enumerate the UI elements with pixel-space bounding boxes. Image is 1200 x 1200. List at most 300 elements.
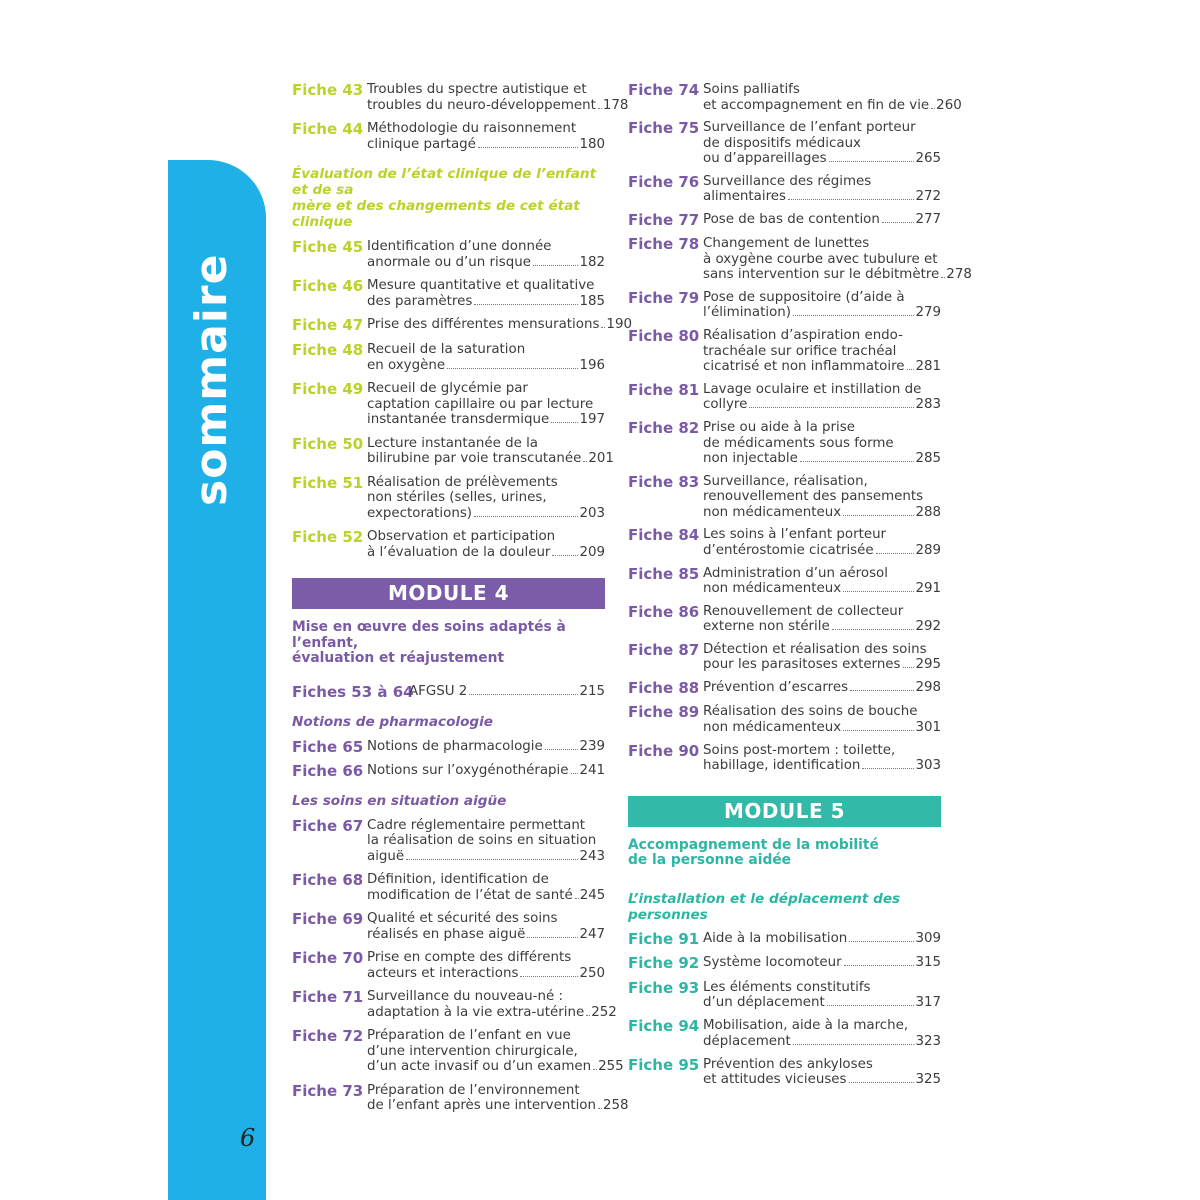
toc-entry[interactable] <box>628 980 941 1011</box>
entry-title-line: trachéale sur orifice trachéal <box>703 343 897 359</box>
entry-title-line: Préparation de l’environnement <box>367 1082 580 1098</box>
fiche-number: Fiche 77 <box>628 211 700 230</box>
toc-entry[interactable] <box>628 81 962 113</box>
page-ref: 180 <box>579 136 605 152</box>
fiche-number: Fiche 49 <box>292 380 364 398</box>
fiche-number: Fiche 79 <box>628 288 700 307</box>
page-ref: 315 <box>915 955 941 970</box>
fiche-number: Fiche 87 <box>628 640 700 659</box>
page-ref: 303 <box>915 758 941 773</box>
toc-entry[interactable] <box>292 434 614 467</box>
dot-leader <box>583 461 587 462</box>
fiche-number: Fiche 46 <box>292 277 364 295</box>
entry-title-last-line <box>703 451 941 467</box>
page-ref: 245 <box>579 887 606 903</box>
entry-title-last-line <box>703 995 941 1011</box>
entry-title-last-line <box>703 680 941 696</box>
toc-group <box>292 739 605 780</box>
entry-title <box>367 989 617 1020</box>
entry-title-line: Cadre réglementaire permettant <box>367 817 586 833</box>
entry-title-last-line <box>703 581 941 597</box>
entry-title <box>703 328 941 375</box>
entry-title-text: Notions sur l’oxygénothérapie <box>367 762 569 778</box>
entry-title <box>367 239 605 270</box>
entry-title-line: Prévention des ankyloses <box>703 1056 873 1072</box>
page-ref: 281 <box>915 359 941 375</box>
entry-title-line: Recueil de glycémie par <box>367 381 528 396</box>
dot-leader <box>843 591 914 592</box>
entry-title-last-line <box>703 505 941 521</box>
entry-title <box>703 382 941 413</box>
entry-title <box>367 763 605 779</box>
page-ref: 277 <box>915 212 941 228</box>
dot-leader <box>793 1044 915 1045</box>
fiche-number: Fiche 84 <box>628 526 700 545</box>
page-ref: 295 <box>915 657 941 673</box>
dot-leader <box>586 1015 590 1016</box>
toc-entry[interactable] <box>292 529 605 560</box>
entry-title-line: Surveillance du nouveau-né : <box>367 989 563 1004</box>
page-ref: 215 <box>579 683 605 699</box>
toc-entry[interactable] <box>292 911 605 942</box>
entry-title-last-line <box>367 358 605 374</box>
toc-entry[interactable] <box>628 174 941 205</box>
entry-title-line: Soins post-mortem : toilette, <box>703 742 896 758</box>
dot-leader <box>843 730 914 731</box>
toc-entry[interactable] <box>292 950 605 981</box>
entry-title <box>703 604 941 635</box>
toc-entry[interactable] <box>628 1018 941 1049</box>
fiche-number: Fiche 85 <box>628 564 700 583</box>
entry-title-line: Les éléments constitutifs <box>703 979 871 995</box>
toc-entry[interactable] <box>292 81 629 113</box>
page-ref: 247 <box>579 926 605 942</box>
entry-title <box>703 290 941 321</box>
entry-title-line: Renouvellement de collecteur <box>703 603 904 619</box>
entry-title-text: Système locomoteur <box>703 955 842 970</box>
entry-title-last-line <box>703 98 962 114</box>
fiche-number: Fiche 80 <box>628 327 700 346</box>
toc-group <box>628 81 972 774</box>
dot-leader <box>552 555 578 556</box>
page-ref: 288 <box>915 504 941 520</box>
entry-title-last-line <box>367 763 605 779</box>
entry-title-last-line <box>367 506 605 522</box>
dot-leader <box>850 690 914 691</box>
entry-title <box>367 278 605 309</box>
dot-leader <box>832 629 915 630</box>
entry-title-last-line <box>367 137 605 153</box>
entry-title-last-line <box>703 543 941 559</box>
fiche-number: Fiche 90 <box>628 741 700 760</box>
entry-title-line: Mesure quantitative et qualitative <box>367 278 595 293</box>
entry-title <box>367 529 605 560</box>
page-ref: 252 <box>591 1004 617 1020</box>
fiche-number: Fiche 66 <box>292 761 364 780</box>
page-ref: 289 <box>915 542 941 558</box>
entry-title-line: Changement de lunettes <box>703 236 870 252</box>
entry-title-line: Administration d’un aérosol <box>703 565 888 581</box>
dot-leader <box>406 859 578 860</box>
entry-title-text: réalisés en phase aiguë <box>367 926 526 942</box>
entry-title-line: Recueil de la saturation <box>367 342 526 357</box>
dot-leader <box>469 694 578 695</box>
entry-title <box>703 680 941 696</box>
fiche-number: Fiche 65 <box>292 737 364 756</box>
fiche-number: Fiche 71 <box>292 988 364 1006</box>
entry-title <box>703 642 941 673</box>
toc-group <box>292 81 629 152</box>
entry-title <box>703 527 941 558</box>
toc-entry[interactable] <box>628 955 941 972</box>
entry-title-line: renouvellement des pansements <box>703 489 924 505</box>
fiche-number: Fiche 48 <box>292 341 364 359</box>
page-ref: 182 <box>579 254 605 270</box>
page-ref: 243 <box>579 848 605 864</box>
entry-title-line: à oxygène courbe avec tubulure et <box>703 251 938 267</box>
fiche-number: Fiche 93 <box>628 978 700 997</box>
entry-title-text: non médicamenteux <box>703 719 842 735</box>
entry-title-last-line <box>367 1005 617 1021</box>
entry-title <box>703 743 941 774</box>
dot-leader <box>931 108 935 109</box>
toc-entry[interactable] <box>628 420 941 467</box>
dot-leader <box>575 898 579 899</box>
entry-title-text: de l’enfant après une intervention <box>367 1098 596 1113</box>
section-title-pharmacologie: Notions de pharmacologie <box>292 713 494 730</box>
entry-title-last-line <box>703 267 972 283</box>
page-ref: 178 <box>602 97 629 113</box>
fiche-number: Fiche 86 <box>628 602 700 621</box>
entry-title-text: Notions de pharmacologie <box>367 738 543 754</box>
entry-title-text: expectorations) <box>367 505 473 521</box>
toc-entry[interactable] <box>628 212 941 229</box>
entry-title-text: non médicamenteux <box>703 504 842 520</box>
entry-title-text: ou d’appareillages <box>703 151 827 167</box>
entry-title-text: alimentaires <box>703 189 787 205</box>
entry-title-last-line <box>703 657 941 673</box>
fiche-number: Fiche 82 <box>628 419 700 437</box>
toc-group <box>292 684 605 701</box>
entry-title-last-line <box>703 151 941 167</box>
dot-leader <box>800 461 915 462</box>
entry-title-text: des paramètres <box>367 293 473 309</box>
fiche-number: Fiche 92 <box>628 954 700 972</box>
fiche-number: Fiche 47 <box>292 316 364 334</box>
entry-title-text: pour les parasitoses externes <box>703 657 901 673</box>
dot-leader <box>601 327 605 328</box>
entry-title <box>703 82 962 113</box>
entry-title <box>367 121 605 152</box>
toc-entry[interactable] <box>628 931 941 948</box>
entry-title-line: Les soins à l’enfant porteur <box>703 527 887 543</box>
entry-title <box>703 955 941 971</box>
module-4-subtitle: Mise en œuvre des soins adaptés à l’enfant, évaluation et réajustement <box>292 619 566 666</box>
entry-title-last-line <box>703 397 941 413</box>
module-5-subtitle: Accompagnement de la mobilité de la personne aidée <box>628 836 879 868</box>
toc-entry[interactable] <box>628 566 941 597</box>
toc-entry[interactable] <box>292 1081 629 1114</box>
entry-title-line: non stériles (selles, urines, <box>367 490 547 505</box>
page-ref: 279 <box>915 305 941 321</box>
dot-leader <box>941 277 945 278</box>
toc-entry[interactable] <box>628 382 941 413</box>
page-ref: 209 <box>579 544 605 560</box>
entry-title-text: anormale ou d’un risque <box>367 254 531 270</box>
entry-title-last-line <box>367 927 605 943</box>
entry-title-line: Soins palliatifs <box>703 82 800 97</box>
entry-title-last-line <box>703 931 941 947</box>
page-ref: 272 <box>915 189 941 205</box>
fiche-number: Fiche 78 <box>628 235 700 254</box>
toc-entry[interactable] <box>292 1027 624 1075</box>
entry-title-last-line <box>367 255 605 271</box>
dot-leader <box>533 265 578 266</box>
entry-title-last-line <box>703 720 941 736</box>
dot-leader <box>551 422 578 423</box>
toc-entry[interactable] <box>628 743 941 774</box>
dot-leader <box>749 407 914 408</box>
entry-title-line: Mobilisation, aide à la marche, <box>703 1018 909 1033</box>
entry-title-last-line <box>367 451 614 467</box>
entry-title-last-line <box>703 955 941 971</box>
entry-title <box>703 420 941 467</box>
fiche-number: Fiche 67 <box>292 816 364 835</box>
entry-title <box>703 236 972 283</box>
page-ref: 258 <box>602 1098 629 1113</box>
entry-title <box>703 566 941 597</box>
dot-leader <box>903 667 915 668</box>
entry-title-text: troubles du neuro-développement <box>367 97 596 113</box>
page-ref: 298 <box>915 680 941 696</box>
entry-title-text: acteurs et interactions <box>367 965 519 981</box>
entry-title-last-line <box>367 545 605 561</box>
fiche-number: Fiche 72 <box>292 1027 364 1045</box>
dot-leader <box>862 768 914 769</box>
entry-title-line: Réalisation d’aspiration endo- <box>703 328 903 344</box>
page-ref: 197 <box>579 412 605 427</box>
toc-entry[interactable] <box>628 474 941 521</box>
fiche-number: Fiche 50 <box>292 434 364 453</box>
page-ref: 190 <box>606 317 632 332</box>
entry-title-line: Lecture instantanée de la <box>367 435 538 451</box>
toc-column-left <box>292 81 632 1114</box>
dot-leader <box>849 941 914 942</box>
dot-leader <box>447 368 578 369</box>
entry-title-line: Prise ou aide à la prise <box>703 420 855 435</box>
entry-title-line: Observation et participation <box>367 529 556 544</box>
toc-column-right <box>628 81 972 1088</box>
toc-entry[interactable] <box>628 642 941 673</box>
entry-title-text: et accompagnement en fin de vie <box>703 97 930 113</box>
entry-title <box>367 475 605 522</box>
entry-title-line: Lavage oculaire et instillation de <box>703 381 922 397</box>
page-ref: 255 <box>598 1059 624 1074</box>
fiche-number: Fiche 74 <box>628 81 700 99</box>
entry-title-last-line <box>703 1072 941 1088</box>
entry-title-text: déplacement <box>703 1033 791 1049</box>
entry-title-last-line <box>703 212 941 228</box>
toc-entry[interactable] <box>292 278 605 309</box>
entry-title-line: Prise en compte des différents <box>367 950 572 965</box>
dot-leader <box>598 1108 602 1109</box>
toc-entry[interactable] <box>292 239 605 270</box>
entry-title <box>367 1083 629 1114</box>
page-ref: 283 <box>915 397 941 413</box>
page-ref: 250 <box>579 965 605 981</box>
page-ref: 301 <box>915 719 941 735</box>
entry-title-last-line <box>367 1059 624 1075</box>
entry-title-last-line <box>367 317 632 333</box>
toc-entry[interactable] <box>628 120 941 167</box>
entry-title <box>703 474 941 521</box>
toc-entry[interactable] <box>628 328 941 375</box>
toc-entry[interactable] <box>628 290 941 321</box>
entry-title-line: Détection et réalisation des soins <box>703 641 927 657</box>
fiche-number: Fiche 69 <box>292 910 364 928</box>
page-ref: 292 <box>915 619 941 635</box>
entry-title <box>367 436 614 467</box>
toc-entry[interactable] <box>292 872 605 903</box>
toc-entry[interactable] <box>292 342 605 373</box>
entry-title-text: adaptation à la vie extra-utérine <box>367 1004 585 1020</box>
entry-title-last-line <box>367 1098 629 1114</box>
toc-entry[interactable] <box>292 475 605 522</box>
page-ref: 285 <box>915 451 941 466</box>
fiche-number: Fiche 89 <box>628 703 700 722</box>
entry-title <box>367 381 605 428</box>
entry-title-last-line <box>703 1034 941 1050</box>
dot-leader <box>788 199 914 200</box>
entry-title-last-line <box>367 98 628 114</box>
toc-entry[interactable] <box>292 763 605 780</box>
entry-title-text: l’élimination) <box>703 305 791 321</box>
toc-entry[interactable] <box>292 121 605 152</box>
entry-title-line: Qualité et sécurité des soins <box>367 911 558 926</box>
entry-title <box>367 739 605 755</box>
sidebar-title: sommaire <box>186 253 237 506</box>
entry-title <box>703 212 941 228</box>
toc-entry[interactable] <box>292 988 617 1020</box>
dot-leader <box>571 773 579 774</box>
entry-title-line: Définition, identification de <box>367 872 549 887</box>
entry-title-text: non injectable <box>703 451 798 466</box>
dot-leader <box>474 304 578 305</box>
entry-title <box>367 911 605 942</box>
page-ref: 203 <box>579 505 605 521</box>
fiche-number: Fiche 52 <box>292 528 364 546</box>
entry-title-line: Préparation de l’enfant en vue <box>367 1028 571 1043</box>
entry-title <box>703 931 941 947</box>
fiche-number: Fiche 43 <box>292 81 364 99</box>
fiche-number: Fiche 81 <box>628 380 700 399</box>
dot-leader <box>598 108 602 109</box>
entry-title-text: non médicamenteux <box>703 581 842 597</box>
toc-entry[interactable] <box>292 818 605 865</box>
entry-title <box>367 818 605 865</box>
toc-entry[interactable] <box>292 381 605 428</box>
entry-title-text: et attitudes vicieuses <box>703 1072 847 1087</box>
entry-title-line: Réalisation des soins de bouche <box>703 704 918 720</box>
dot-leader <box>843 515 914 516</box>
entry-title-line: Surveillance, réalisation, <box>703 473 868 489</box>
section-title-situation-aigue: Les soins en situation aigüe <box>292 792 507 809</box>
dot-leader <box>474 516 578 517</box>
entry-title-text: Prévention d’escarres <box>703 680 849 696</box>
toc-entry[interactable] <box>628 604 941 635</box>
entry-title-text: modification de l’état de santé <box>367 887 573 903</box>
entry-title-line: Réalisation de prélèvements <box>367 474 558 490</box>
toc-group <box>292 238 632 560</box>
section-title-installation: L’installation et le déplacement des personnes <box>628 890 901 923</box>
entry-title-text: Prise des différentes mensurations <box>367 317 600 332</box>
dot-leader <box>520 976 578 977</box>
page-ref: 265 <box>915 151 941 167</box>
dot-leader <box>907 369 915 370</box>
toc-entry[interactable] <box>292 684 605 701</box>
page-ref: 323 <box>915 1033 941 1049</box>
toc-entry[interactable] <box>628 680 941 697</box>
entry-title-text: Aide à la mobilisation <box>703 930 848 946</box>
dot-leader <box>478 147 579 148</box>
entry-title-line: Troubles du spectre autistique et <box>367 82 587 97</box>
fiche-number: Fiche 88 <box>628 679 700 698</box>
dot-leader <box>844 965 915 966</box>
toc-entry[interactable] <box>292 739 605 756</box>
entry-title-line: la réalisation de soins en situation <box>367 833 597 848</box>
fiche-number: Fiche 75 <box>628 119 700 138</box>
fiche-number: Fiche 76 <box>628 172 700 191</box>
fiche-number: Fiche 73 <box>292 1081 364 1100</box>
entry-title-line: Identification d’une donnée <box>367 239 552 254</box>
entry-title-text: en oxygène <box>367 357 446 373</box>
entry-title-last-line <box>703 758 941 774</box>
toc-entry[interactable] <box>628 527 941 558</box>
entry-title-text: clinique partagé <box>367 136 476 152</box>
fiche-number: Fiche 91 <box>628 929 700 948</box>
page-ref: 241 <box>579 762 605 778</box>
toc-entry[interactable] <box>628 1057 941 1088</box>
fiche-number: Fiche 94 <box>628 1017 700 1035</box>
fiche-number: Fiches 53 à 64 <box>292 682 414 701</box>
entry-title-text: aiguë <box>367 848 405 864</box>
entry-title-last-line <box>409 684 605 700</box>
page-ref: 309 <box>915 930 941 946</box>
toc-entry[interactable] <box>628 235 972 283</box>
dot-leader <box>593 1069 597 1070</box>
entry-title <box>703 980 941 1011</box>
toc-entry[interactable] <box>628 704 941 735</box>
entry-title-last-line <box>367 966 605 982</box>
page-ref: 325 <box>915 1072 941 1087</box>
page-ref: 201 <box>588 451 614 466</box>
entry-title-line: de dispositifs médicaux <box>703 135 861 151</box>
page-ref: 196 <box>579 357 605 373</box>
fiche-number: Fiche 68 <box>292 871 364 889</box>
toc-group <box>292 816 629 1114</box>
entry-title-text: d’un acte invasif ou d’un examen <box>367 1059 592 1074</box>
dot-leader <box>882 222 915 223</box>
fiche-number: Fiche 44 <box>292 120 364 138</box>
toc-entry[interactable] <box>292 316 632 334</box>
entry-title-text: AFGSU 2 <box>409 683 468 699</box>
entry-title <box>703 120 941 167</box>
fiche-number: Fiche 95 <box>628 1055 700 1074</box>
page-ref: 185 <box>579 293 605 309</box>
entry-title-last-line <box>367 294 605 310</box>
entry-title-last-line <box>367 888 605 904</box>
dot-leader <box>793 315 914 316</box>
